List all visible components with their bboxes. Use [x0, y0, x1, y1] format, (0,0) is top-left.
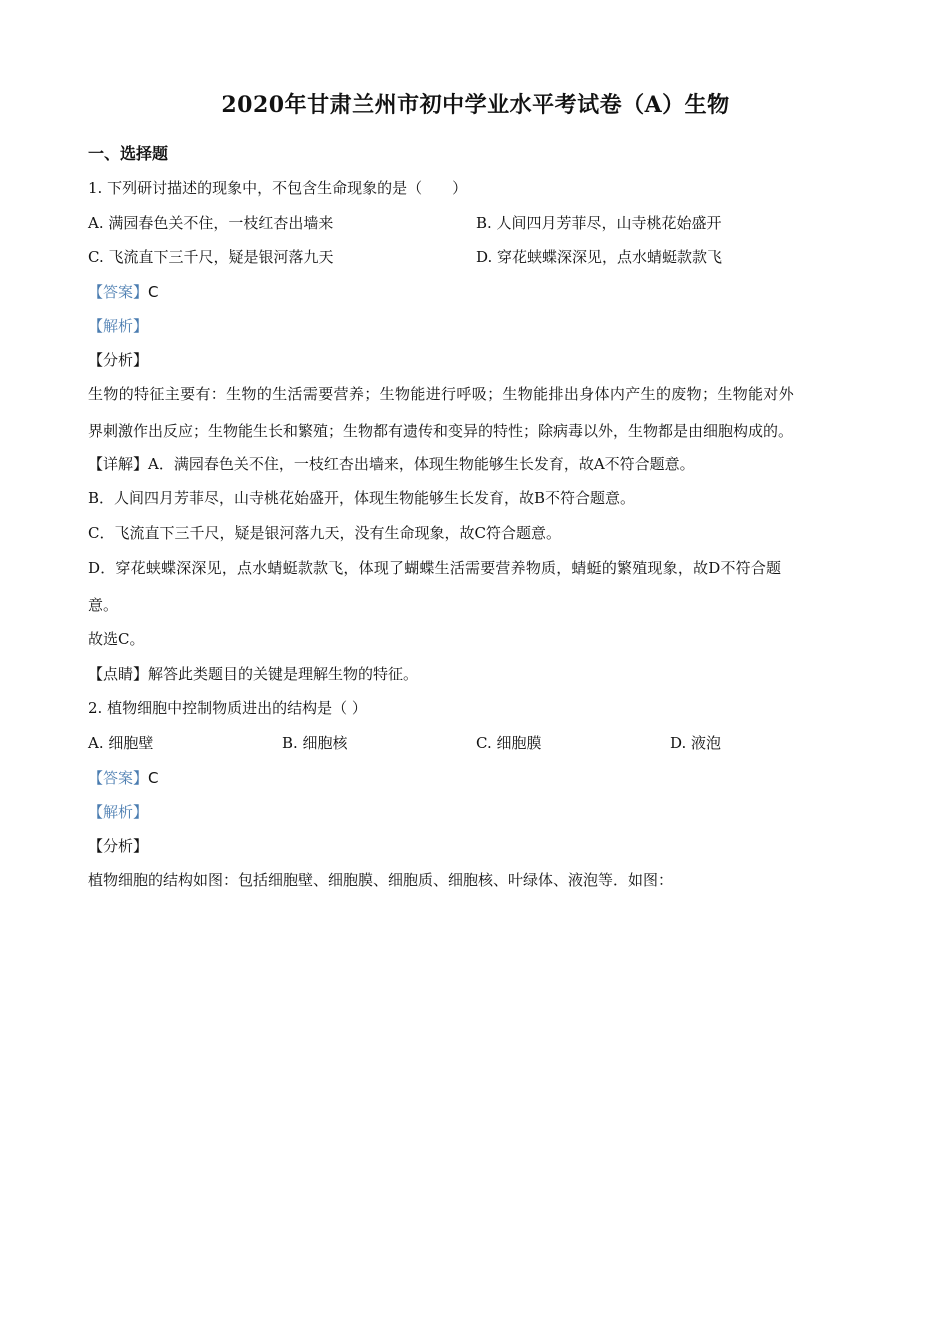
- question-1-option-a: A. 满园春色关不住，一枝红杏出墙来: [88, 214, 334, 232]
- question-1-detail-c: C．飞流直下三千尺，疑是银河落九天，没有生命现象，故C符合题意。: [88, 524, 561, 542]
- question-1-detail-b: B．人间四月芳菲尽，山寺桃花始盛开，体现生物能够生长发育，故B不符合题意。: [88, 489, 636, 507]
- question-1-detail-d-line-2: 意。: [88, 596, 119, 614]
- question-1-detail-a: [88, 454, 695, 474]
- question-2-option-a: A. 细胞壁: [88, 734, 154, 752]
- question-1-detail-d-line-1: D．穿花蛱蝶深深见，点水蜻蜓款款飞，体现了蝴蝶生活需要营养物质，蜻蜓的繁殖现象，故D不符合题: [88, 559, 782, 577]
- question-2-fenxi-tag: 【分析】: [88, 837, 149, 855]
- answer-tag: 【答案】: [88, 769, 149, 787]
- question-1-fenxi-line-1: 生物的特征主要有：生物的生活需要营养；生物能进行呼吸；生物能排出身体内产生的废物；生物能对外: [88, 385, 795, 403]
- question-1-option-c: C. 飞流直下三千尺，疑是银河落九天: [88, 248, 334, 266]
- question-1-fenxi-tag: 【分析】: [88, 351, 149, 369]
- question-1-analysis-tag: 【解析】: [88, 317, 149, 335]
- dianjing-text: 解答此类题目的关键是理解生物的特征。: [148, 665, 419, 683]
- answer-value: C: [148, 283, 159, 301]
- detail-tag: 【详解】: [88, 455, 149, 473]
- question-2-option-c: C. 细胞膜: [476, 734, 542, 752]
- question-1-dianjing: [88, 664, 418, 684]
- question-2-fenxi-line-1: 植物细胞的结构如图：包括细胞壁、细胞膜、细胞质、细胞核、叶绿体、液泡等．如图：: [88, 871, 674, 889]
- page-title: 2020年甘肃兰州市初中学业水平考试卷（A）生物: [221, 92, 730, 118]
- question-2-stem: 2. 植物细胞中控制物质进出的结构是（ ）: [88, 699, 367, 717]
- section-heading: 一、选择题: [88, 144, 169, 163]
- question-1-fenxi-line-2: 界刺激作出反应；生物能生长和繁殖；生物都有遗传和变异的特性；除病毒以外，生物都是由细胞构成的。: [88, 422, 794, 440]
- question-2-analysis-tag: 【解析】: [88, 803, 149, 821]
- question-1-answer: [88, 282, 159, 302]
- question-1-option-d: D. 穿花蛱蝶深深见，点水蜻蜓款款飞: [476, 248, 723, 266]
- question-1-option-b: B. 人间四月芳菲尽，山寺桃花始盛开: [476, 214, 722, 232]
- question-1-stem: 1. 下列研讨描述的现象中，不包含生命现象的是（ ）: [88, 179, 468, 197]
- question-2-answer: [88, 768, 159, 788]
- dianjing-tag: 【点睛】: [88, 665, 149, 683]
- answer-tag: 【答案】: [88, 283, 149, 301]
- question-2-option-b: B. 细胞核: [282, 734, 348, 752]
- detail-a-text: A．满园春色关不住，一枝红杏出墙来，体现生物能够生长发育，故A不符合题意。: [148, 455, 695, 473]
- question-1-choice: 故选C。: [88, 630, 145, 648]
- question-2-option-d: D. 液泡: [670, 734, 722, 752]
- answer-value: C: [148, 769, 159, 787]
